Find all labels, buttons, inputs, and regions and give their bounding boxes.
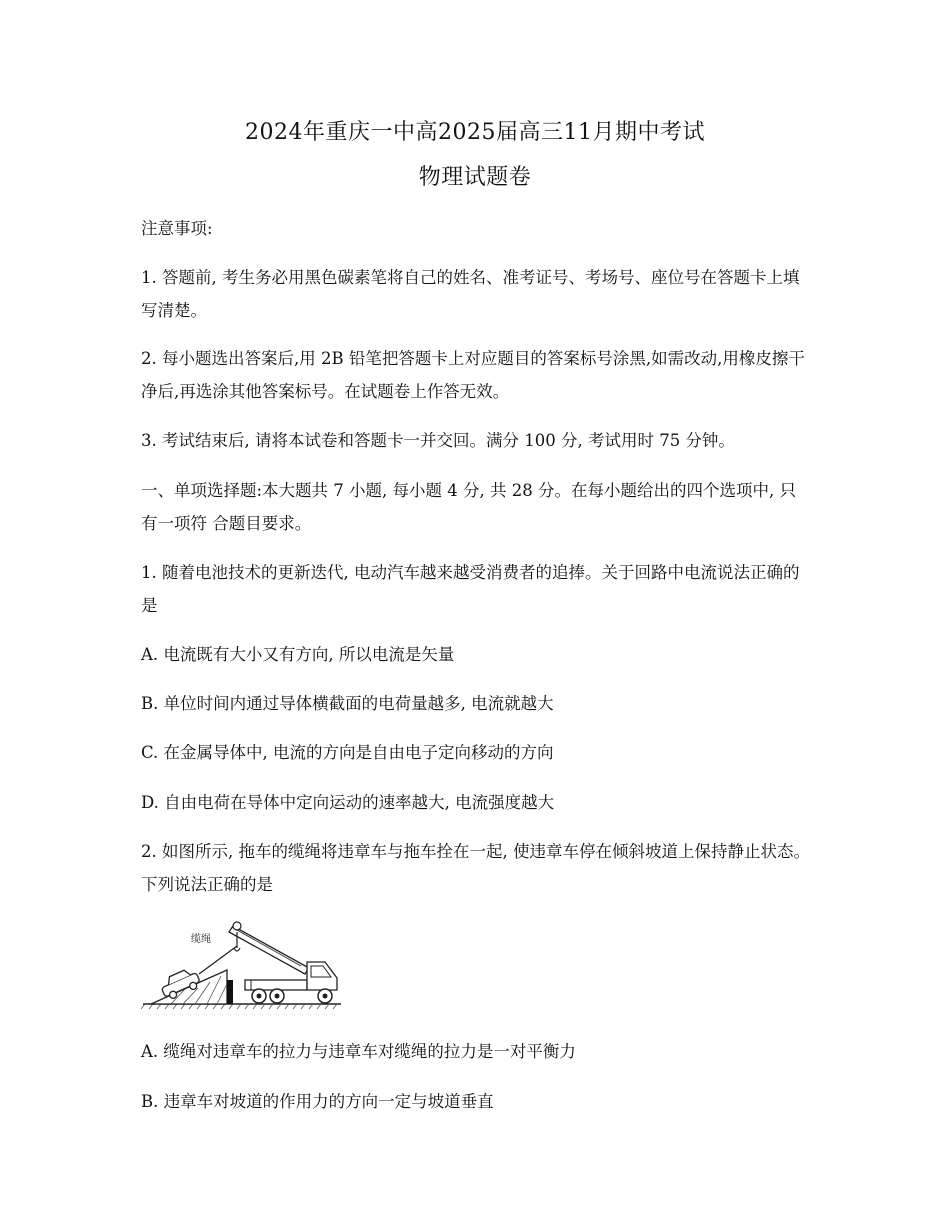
exam-title: 2024年重庆一中高2025届高三11月期中考试 bbox=[245, 120, 705, 145]
notice-item-2: 2. 每小题选出答案后,用 2B 铅笔把答题卡上对应题目的答案标号涂黑,如需改动,用橡皮擦干净后,再选涂其他答案标号。在试题卷上作答无效。 bbox=[141, 349, 805, 401]
question-1-option-a: A. 电流既有大小又有方向, 所以电流是矢量 bbox=[141, 645, 455, 664]
cable-label: 缆绳 bbox=[191, 934, 211, 945]
question-1-option-d: D. 自由电荷在导体中定向运动的速率越大, 电流强度越大 bbox=[141, 793, 555, 812]
question-1-option-c: C. 在金属导体中, 电流的方向是自由电子定向移动的方向 bbox=[141, 743, 554, 762]
tow-truck-figure bbox=[141, 918, 346, 1010]
question-2-stem: 2. 如图所示, 拖车的缆绳将违章车与拖车拴在一起, 使违章车停在倾斜坡道上保持静止状态。下列说法正确的是 bbox=[141, 842, 810, 894]
notice-item-1: 1. 答题前, 考生务必用黑色碳素笔将自己的姓名、准考证号、考场号、座位号在答题卡上填写清楚。 bbox=[141, 268, 800, 320]
exam-subtitle: 物理试题卷 bbox=[418, 165, 532, 190]
section-heading: 一、单项选择题:本大题共 7 小题, 每小题 4 分, 共 28 分。在每小题给出的四个选项中, 只有一项符 合题目要求。 bbox=[141, 481, 796, 533]
question-2-option-b: B. 违章车对坡道的作用力的方向一定与坡道垂直 bbox=[141, 1092, 494, 1111]
question-2-option-a: A. 缆绳对违章车的拉力与违章车对缆绳的拉力是一对平衡力 bbox=[141, 1042, 576, 1061]
notice-heading: 注意事项: bbox=[141, 219, 213, 238]
question-1-stem: 1. 随着电池技术的更新迭代, 电动汽车越来越受消费者的追捧。关于回路中电流说法正确的是 bbox=[141, 563, 800, 615]
notice-item-3: 3. 考试结束后, 请将本试卷和答题卡一并交回。满分 100 分, 考试用时 75 分钟。 bbox=[141, 431, 735, 450]
question-1-option-b: B. 单位时间内通过导体横截面的电荷量越多, 电流就越大 bbox=[141, 694, 554, 713]
